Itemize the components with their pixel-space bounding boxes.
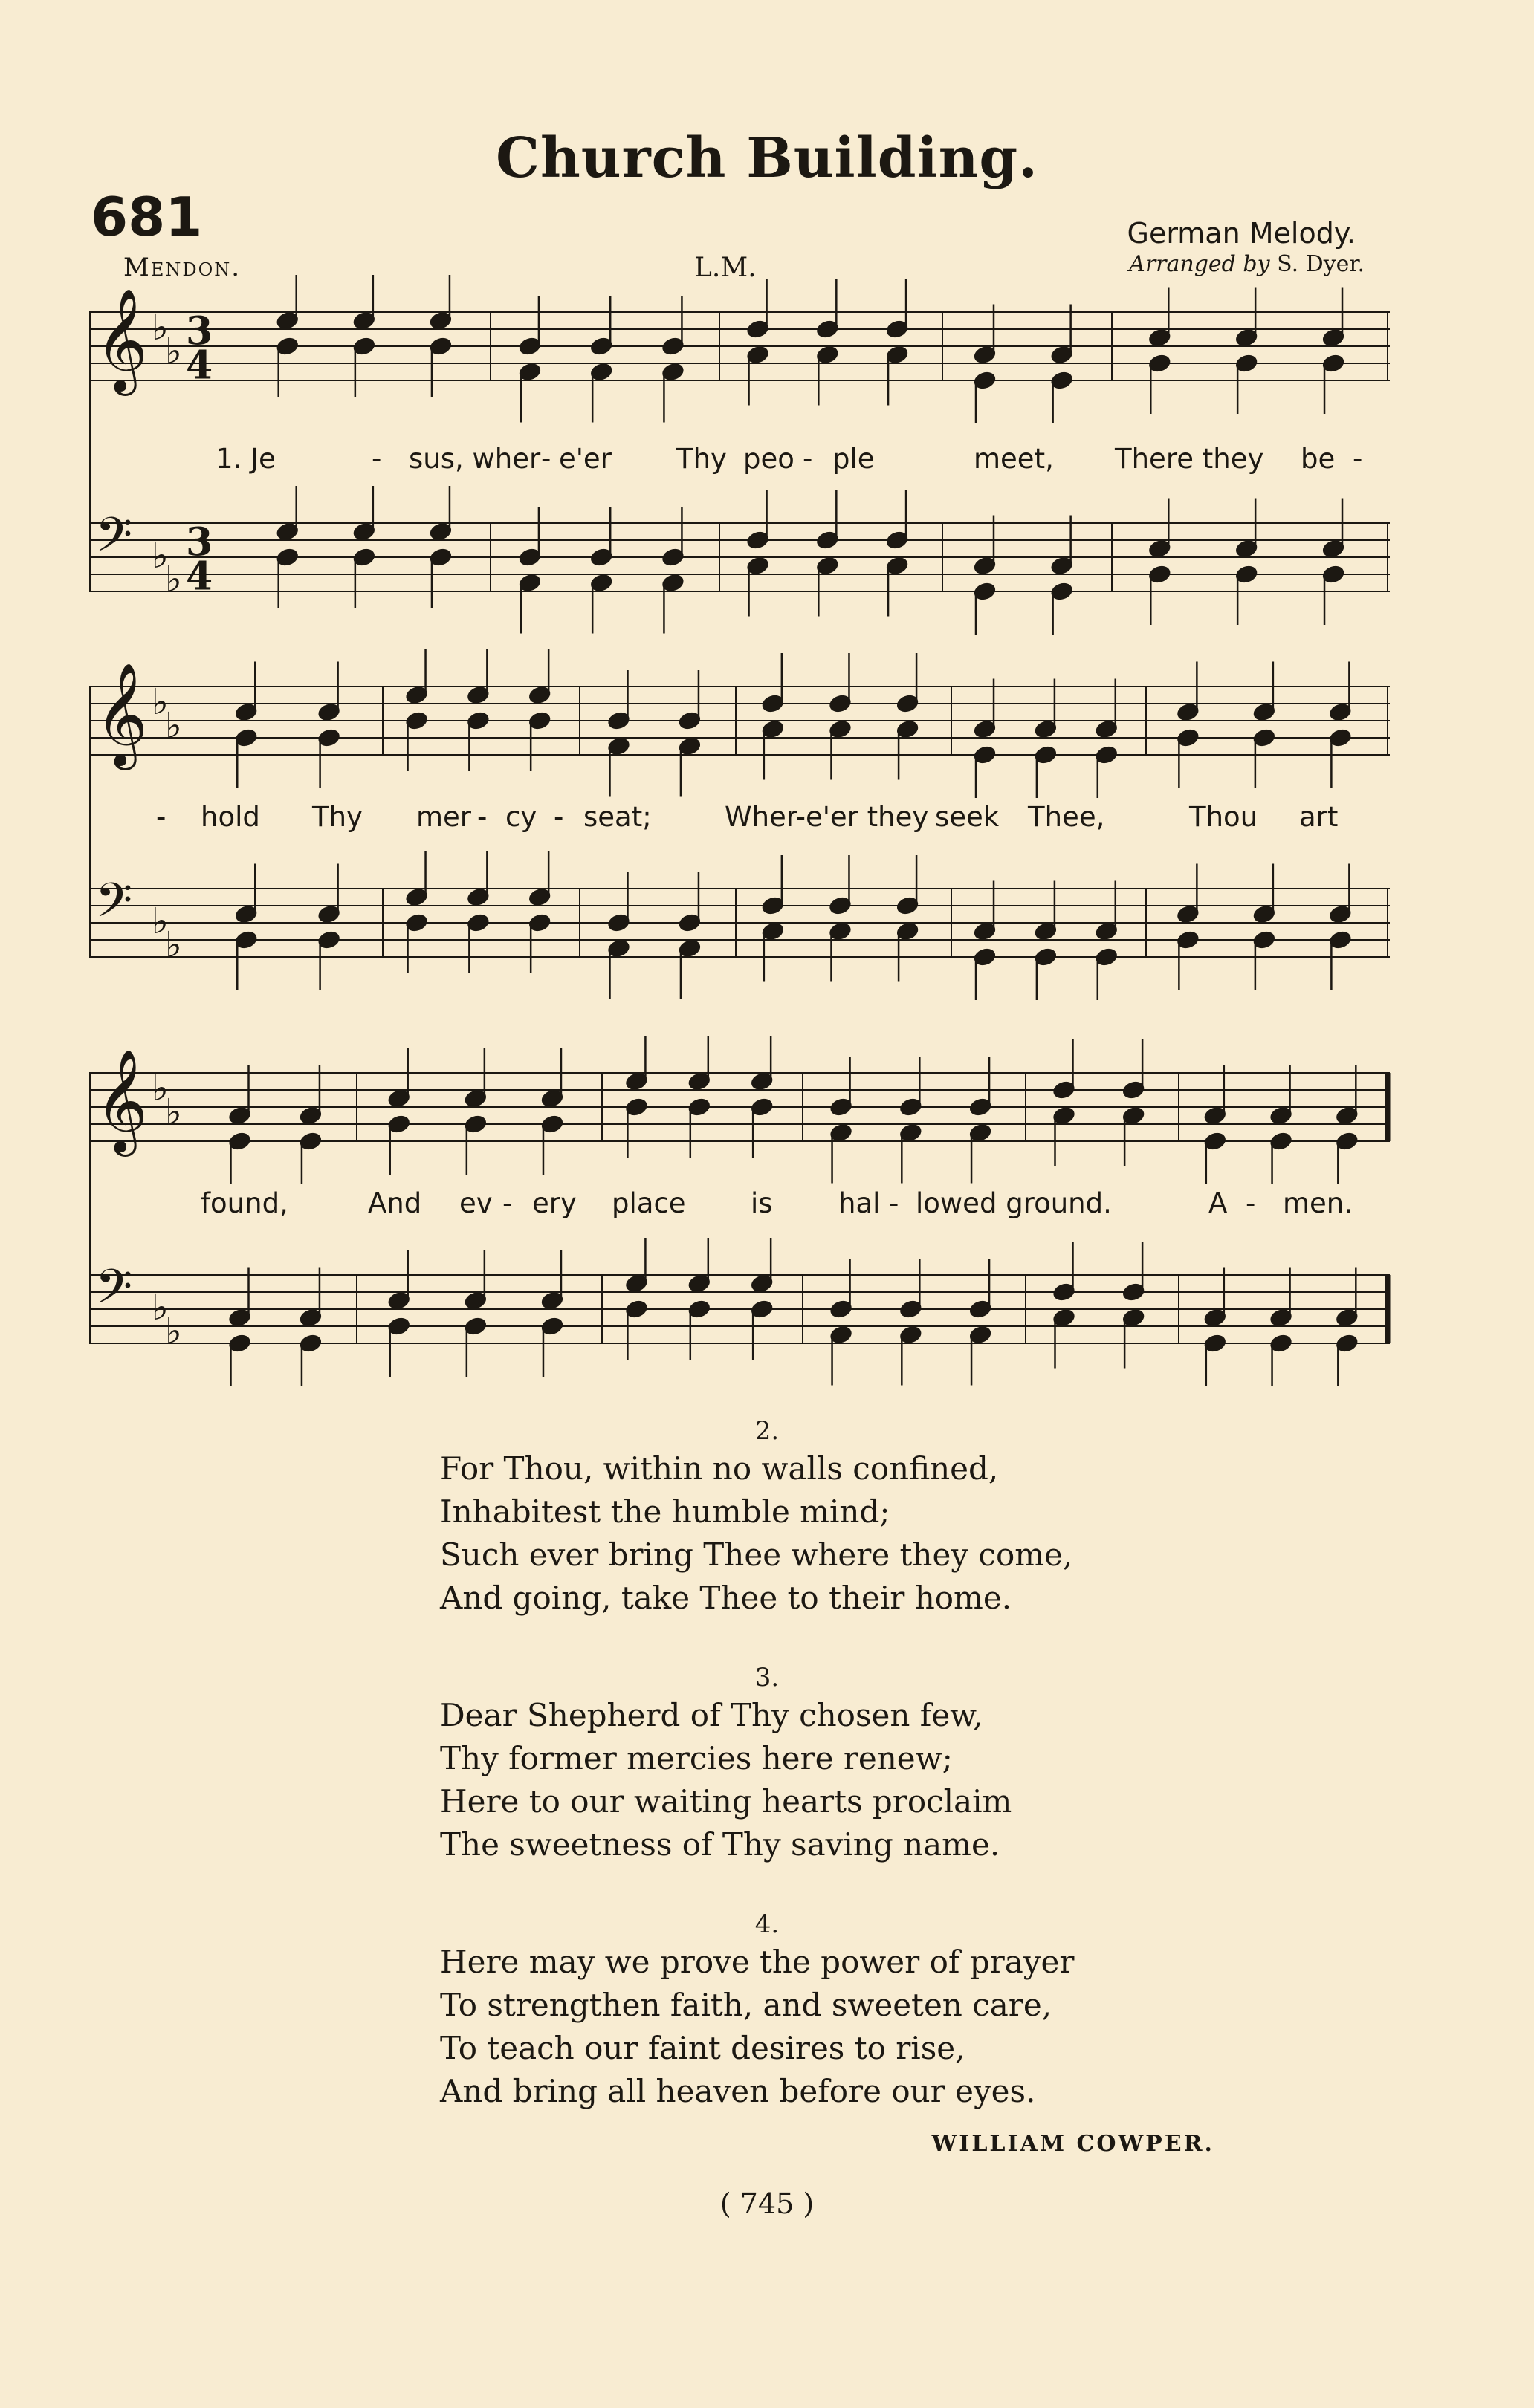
lyric-syllable: And [368, 1187, 422, 1219]
note-head [1122, 1080, 1145, 1100]
note-head [607, 939, 630, 958]
note-head [974, 947, 997, 967]
note-head [886, 556, 909, 576]
lyric-syllable: found, [201, 1187, 288, 1219]
note-head [1269, 1308, 1292, 1328]
note-head [430, 548, 453, 567]
note-head [1204, 1132, 1227, 1151]
note-head [1095, 922, 1118, 941]
lyric-syllable: A [1208, 1187, 1228, 1219]
note-head [829, 1123, 852, 1143]
verse-number: 3. [754, 1663, 780, 1693]
note-head [228, 1106, 251, 1126]
note-head [405, 913, 428, 932]
note-head [1052, 1282, 1075, 1302]
lyric-syllable: sus, wher [409, 443, 541, 475]
flat-icon: ♭ [165, 705, 182, 747]
flat-icon: ♭ [165, 331, 182, 372]
bass-clef-icon: 𝄢 [95, 1259, 133, 1327]
note-head [679, 913, 702, 932]
note-head [1336, 1106, 1359, 1126]
note-head [687, 1299, 711, 1319]
note-head [276, 311, 299, 331]
note-head [607, 737, 630, 756]
note-head [816, 345, 839, 365]
note-head [661, 574, 685, 593]
note-head [1253, 930, 1276, 950]
note-head [1050, 345, 1073, 365]
note-head [816, 530, 839, 550]
note-head [679, 939, 702, 958]
lyric-syllable: - [1246, 1187, 1256, 1219]
verse-line: To teach our faint desires to rise, [440, 2030, 965, 2066]
note-head [1050, 371, 1073, 390]
note-head [317, 703, 340, 722]
lyric-syllable: Thou [1189, 801, 1258, 833]
lyric-line [89, 443, 1390, 480]
lyric-syllable: - [372, 443, 382, 475]
note-head [1177, 905, 1200, 924]
note-head [353, 548, 376, 567]
note-head [974, 582, 997, 601]
lyric-line [89, 1187, 1390, 1224]
note-head [467, 888, 490, 907]
note-head [590, 548, 613, 567]
hymn-number: 681 [91, 186, 203, 248]
note-head [353, 311, 376, 331]
note-head [1253, 728, 1276, 747]
note-head [519, 574, 542, 593]
note-head [235, 728, 258, 747]
note-head [430, 311, 453, 331]
bass-staff [89, 1238, 1397, 1386]
note-head [1322, 328, 1345, 348]
note-head [317, 905, 340, 924]
note-head [1329, 930, 1352, 950]
lyric-syllable: meet, [974, 443, 1054, 475]
note-head [886, 345, 909, 365]
verse-number: 4. [754, 1909, 780, 1939]
note-head [235, 703, 258, 722]
note-head [746, 530, 769, 550]
note-head [541, 1089, 564, 1109]
note-head [974, 720, 997, 739]
note-head [405, 888, 428, 907]
tune-name: Mendon. [123, 253, 242, 282]
note-head [607, 913, 630, 932]
lyric-syllable: mer [416, 801, 472, 833]
note-head [896, 922, 919, 941]
lyric-syllable: ple [832, 443, 875, 475]
arranger-prefix: Arranged by [1129, 251, 1270, 277]
verse-line: To strengthen faith, and sweeten care, [440, 1987, 1052, 2023]
note-head [746, 556, 769, 576]
flat-icon: ♭ [152, 1286, 169, 1328]
note-head [387, 1317, 410, 1336]
flat-icon: ♭ [165, 1311, 182, 1352]
note-head [353, 522, 376, 542]
note-head [1204, 1106, 1227, 1126]
treble-staff [89, 649, 1397, 798]
lyric-syllable: cy [505, 801, 537, 833]
note-head [829, 1299, 852, 1319]
note-head [829, 922, 852, 941]
note-head [1336, 1334, 1359, 1353]
note-head [1122, 1308, 1145, 1328]
note-head [1322, 565, 1345, 584]
verse-line: And bring all heaven before our eyes. [440, 2073, 1036, 2109]
author: WILLIAM COWPER. [931, 2131, 1214, 2157]
note-head [746, 345, 769, 365]
note-head [405, 711, 428, 730]
flat-icon: ♭ [165, 559, 182, 600]
note-head [1329, 703, 1352, 722]
note-head [896, 694, 919, 713]
note-head [974, 345, 997, 365]
note-head [687, 1072, 711, 1091]
note-head [829, 720, 852, 739]
verse-text [440, 1447, 1072, 1620]
note-head [762, 922, 785, 941]
verse-text [440, 1694, 1012, 1866]
note-head [625, 1097, 648, 1117]
verse-line: Thy former mercies here renew; [440, 1740, 953, 1776]
treble-staff [89, 275, 1397, 423]
verse-line: Dear Shepherd of Thy chosen few, [440, 1697, 983, 1733]
note-head [300, 1334, 323, 1353]
lyric-syllable: hal [838, 1187, 881, 1219]
note-head [528, 888, 551, 907]
note-head [1050, 582, 1073, 601]
note-head [235, 905, 258, 924]
note-head [625, 1299, 648, 1319]
lyric-syllable: Thy [676, 443, 727, 475]
note-head [276, 337, 299, 356]
note-head [1035, 720, 1058, 739]
note-head [829, 694, 852, 713]
verse-line: Such ever bring Thee where they come, [440, 1536, 1073, 1573]
time-signature-top: 3 [186, 519, 213, 565]
lyric-syllable: Thee, [1028, 801, 1105, 833]
note-head [590, 337, 613, 356]
note-head [886, 319, 909, 339]
page-title: Church Building. [496, 126, 1038, 190]
note-head [816, 319, 839, 339]
note-head [228, 1334, 251, 1353]
note-head [1269, 1132, 1292, 1151]
note-head [679, 737, 702, 756]
note-head [353, 337, 376, 356]
flat-icon: ♭ [152, 681, 169, 723]
lyric-syllable: - [541, 443, 551, 475]
lyric-syllable: - [477, 801, 488, 833]
bass-staff [89, 486, 1397, 635]
note-head [528, 711, 551, 730]
note-head [661, 337, 685, 356]
note-head [829, 896, 852, 915]
note-head [751, 1274, 774, 1294]
lyric-syllable: peo [743, 443, 794, 475]
verse-line: Here may we prove the power of prayer [440, 1944, 1075, 1980]
note-head [1148, 328, 1171, 348]
note-head [1269, 1334, 1292, 1353]
note-head [590, 363, 613, 382]
note-head [465, 1291, 488, 1311]
treble-staff [89, 1036, 1397, 1184]
verse-line: Inhabitest the humble mind; [440, 1493, 890, 1530]
note-head [1235, 328, 1258, 348]
note-head [886, 530, 909, 550]
note-head [974, 556, 997, 576]
time-signature-bottom: 4 [186, 343, 213, 389]
note-head [969, 1299, 992, 1319]
page-number: ( 745 ) [719, 2187, 815, 2220]
note-head [276, 522, 299, 542]
note-head [1235, 565, 1258, 584]
note-head [661, 548, 685, 567]
note-head [687, 1274, 711, 1294]
lyric-syllable: Wher-e'er they [725, 801, 929, 833]
note-head [387, 1114, 410, 1134]
verse-line: And going, take Thee to their home. [440, 1580, 1012, 1616]
treble-clef-icon: 𝄞 [95, 663, 148, 767]
note-head [625, 1072, 648, 1091]
flat-icon: ♭ [152, 900, 169, 942]
lyric-syllable: place [612, 1187, 686, 1219]
note-head [829, 1325, 852, 1345]
composer: German Melody. [1127, 217, 1356, 250]
note-head [969, 1097, 992, 1117]
note-head [1177, 930, 1200, 950]
note-head [762, 694, 785, 713]
lyric-syllable: art [1299, 801, 1339, 833]
note-head [465, 1114, 488, 1134]
lyric-line [89, 801, 1390, 838]
note-head [1148, 354, 1171, 373]
bass-clef-icon: 𝄢 [95, 507, 133, 575]
treble-clef-icon: 𝄞 [95, 1049, 148, 1153]
note-head [899, 1123, 922, 1143]
lyric-syllable: men. [1283, 1187, 1353, 1219]
note-head [1035, 745, 1058, 765]
note-head [387, 1291, 410, 1311]
note-head [1095, 720, 1118, 739]
treble-clef-icon: 𝄞 [95, 288, 148, 392]
note-head [1122, 1282, 1145, 1302]
lyric-syllable: lowed ground. [916, 1187, 1112, 1219]
note-head [1052, 1308, 1075, 1328]
lyric-syllable: ev [459, 1187, 493, 1219]
note-head [1253, 703, 1276, 722]
lyric-syllable: seek [935, 801, 1000, 833]
note-head [519, 337, 542, 356]
note-head [1052, 1080, 1075, 1100]
note-head [300, 1132, 323, 1151]
note-head [228, 1132, 251, 1151]
verse-line: Here to our waiting hearts proclaim [440, 1783, 1012, 1820]
note-head [607, 711, 630, 730]
note-head [1235, 539, 1258, 559]
note-head [1052, 1106, 1075, 1126]
note-head [528, 686, 551, 705]
lyric-syllable: - [1353, 443, 1363, 475]
note-head [1177, 728, 1200, 747]
lyric-syllable: There they [1115, 443, 1264, 475]
lyric-syllable: - [502, 1187, 513, 1219]
note-head [751, 1072, 774, 1091]
note-head [276, 548, 299, 567]
lyric-syllable: is [751, 1187, 773, 1219]
flat-icon: ♭ [152, 306, 169, 348]
lyric-syllable: be [1301, 443, 1336, 475]
note-head [467, 913, 490, 932]
note-head [899, 1299, 922, 1319]
note-head [1122, 1106, 1145, 1126]
note-head [1148, 539, 1171, 559]
note-head [1050, 556, 1073, 576]
note-head [387, 1089, 410, 1109]
note-head [1095, 745, 1118, 765]
note-head [467, 686, 490, 705]
note-head [1177, 703, 1200, 722]
note-head [974, 371, 997, 390]
note-head [899, 1325, 922, 1345]
note-head [1336, 1132, 1359, 1151]
note-head [1329, 905, 1352, 924]
note-head [751, 1299, 774, 1319]
note-head [300, 1308, 323, 1328]
arranger [1129, 251, 1365, 277]
lyric-syllable: - [803, 443, 813, 475]
note-head [1204, 1334, 1227, 1353]
lyric-syllable: 1. Je [216, 443, 276, 475]
note-head [974, 922, 997, 941]
note-head [465, 1317, 488, 1336]
note-head [235, 930, 258, 950]
lyric-syllable: e'er [559, 443, 612, 475]
note-head [541, 1317, 564, 1336]
note-head [430, 522, 453, 542]
note-head [541, 1291, 564, 1311]
note-head [687, 1097, 711, 1117]
flat-icon: ♭ [152, 534, 169, 577]
note-head [228, 1308, 251, 1328]
note-head [300, 1106, 323, 1126]
note-head [1269, 1106, 1292, 1126]
note-head [317, 728, 340, 747]
note-head [528, 913, 551, 932]
note-head [746, 319, 769, 339]
note-head [1253, 905, 1276, 924]
verse-line: The sweetness of Thy saving name. [440, 1826, 1000, 1863]
lyric-syllable: hold [201, 801, 260, 833]
lyric-syllable: - [554, 801, 564, 833]
flat-icon: ♭ [165, 924, 182, 966]
meter: L.M. [694, 253, 757, 283]
note-head [541, 1114, 564, 1134]
note-head [661, 363, 685, 382]
lyric-syllable: ery [532, 1187, 577, 1219]
verse-number: 2. [754, 1416, 780, 1446]
note-head [625, 1274, 648, 1294]
note-head [751, 1097, 774, 1117]
note-head [1336, 1308, 1359, 1328]
note-head [1322, 539, 1345, 559]
note-head [1322, 354, 1345, 373]
note-head [974, 745, 997, 765]
note-head [969, 1123, 992, 1143]
flat-icon: ♭ [152, 1067, 169, 1109]
note-head [762, 720, 785, 739]
note-head [1329, 728, 1352, 747]
verse-line: For Thou, within no walls confined, [440, 1450, 999, 1487]
note-head [519, 548, 542, 567]
lyric-syllable: seat; [583, 801, 652, 833]
note-head [1035, 947, 1058, 967]
verse-text [440, 1941, 1074, 2113]
note-head [969, 1325, 992, 1345]
note-head [762, 896, 785, 915]
note-head [1035, 922, 1058, 941]
lyric-syllable: - [156, 801, 166, 833]
note-head [405, 686, 428, 705]
time-signature-top: 3 [186, 308, 213, 354]
note-head [816, 556, 839, 576]
note-head [1095, 947, 1118, 967]
note-head [465, 1089, 488, 1109]
lyric-syllable: Thy [312, 801, 363, 833]
time-signature-bottom: 4 [186, 554, 213, 600]
bass-clef-icon: 𝄢 [95, 873, 133, 941]
note-head [430, 337, 453, 356]
note-head [317, 930, 340, 950]
note-head [1148, 565, 1171, 584]
note-head [590, 574, 613, 593]
note-head [467, 711, 490, 730]
note-head [829, 1097, 852, 1117]
arranger-name: S. Dyer. [1277, 251, 1365, 277]
note-head [519, 363, 542, 382]
bass-staff [89, 851, 1397, 1000]
note-head [679, 711, 702, 730]
flat-icon: ♭ [165, 1091, 182, 1133]
note-head [896, 720, 919, 739]
note-head [1204, 1308, 1227, 1328]
lyric-syllable: - [889, 1187, 899, 1219]
note-head [896, 896, 919, 915]
note-head [1235, 354, 1258, 373]
note-head [899, 1097, 922, 1117]
